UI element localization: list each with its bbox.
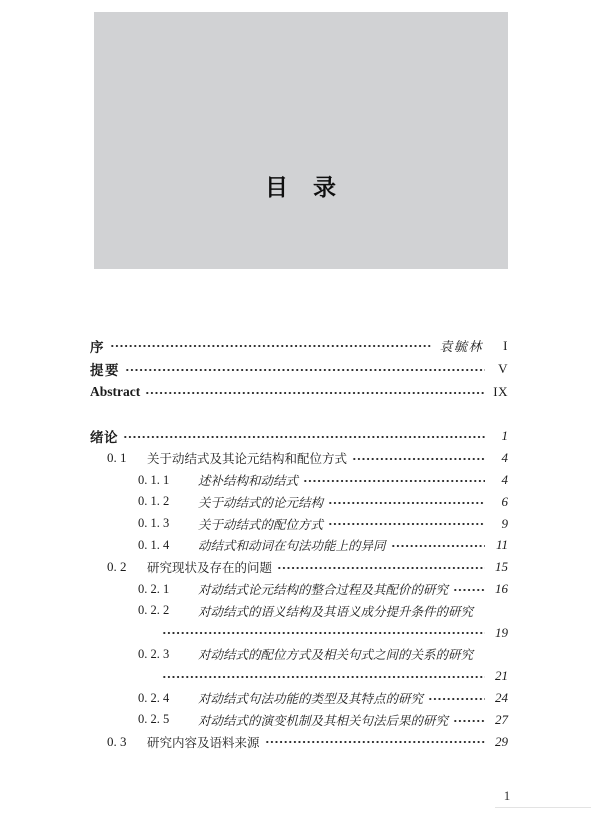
- toc-number: 0. 3: [107, 733, 127, 749]
- dot-leader: [391, 535, 485, 557]
- front-matter-entry: [90, 334, 508, 357]
- page-number: 19: [495, 624, 508, 640]
- toc-entry: [90, 535, 508, 557]
- dot-leader: [125, 357, 485, 380]
- toc-label: 对动结式的语义结构及其语义成分提升条件的研究: [198, 604, 474, 619]
- dot-leader: [110, 334, 432, 357]
- dot-leader: [145, 380, 485, 403]
- footer-rule: [495, 807, 591, 808]
- toc-label: 述补结构和动结式: [198, 474, 299, 489]
- toc-number: 0. 2. 1: [138, 581, 170, 596]
- toc-number: 0. 1: [107, 450, 127, 466]
- toc-label: 关于动结式及其论元结构和配位方式: [147, 452, 348, 467]
- page-number: V: [498, 360, 508, 376]
- dot-leader: [328, 491, 485, 513]
- entry-label: 提要: [90, 362, 120, 378]
- page-number: 4: [501, 472, 508, 488]
- toc-label: 关于动结式的论元结构: [198, 495, 324, 510]
- toc-label: 关于动结式的配位方式: [198, 517, 324, 532]
- toc-number: 0. 2. 3: [138, 646, 170, 661]
- page-number: 4: [501, 450, 508, 466]
- title-banner: [94, 12, 508, 269]
- toc-number: 0. 2. 5: [138, 712, 170, 727]
- page-number: 15: [495, 559, 508, 575]
- entry-author: 袁毓林: [439, 339, 483, 355]
- toc-entry: [90, 687, 508, 709]
- page-number: 11: [495, 537, 508, 553]
- toc-number: 0. 1. 4: [138, 537, 170, 552]
- front-matter-entry: [90, 357, 508, 380]
- page-number: 21: [495, 668, 508, 684]
- page-number: 1: [501, 428, 508, 444]
- page-title: 目 录: [265, 174, 337, 200]
- dot-leader: [162, 622, 485, 644]
- toc-number: 0. 1. 2: [138, 494, 170, 509]
- entry-label: 序: [90, 339, 105, 355]
- toc-entry: [90, 469, 508, 491]
- toc-entry-continuation: [90, 622, 508, 644]
- toc-entry: [90, 709, 508, 731]
- page-number: 6: [501, 493, 508, 509]
- toc-label: 研究内容及语料来源: [147, 735, 260, 750]
- dot-leader: [453, 709, 485, 731]
- front-matter-list: [90, 334, 508, 404]
- toc-entry: [90, 644, 508, 666]
- page-number: 16: [495, 581, 508, 597]
- toc-number: 0. 1. 3: [138, 516, 170, 531]
- dot-leader: [162, 665, 485, 687]
- section-gap: [90, 404, 508, 426]
- toc-number: 0. 2. 4: [138, 690, 170, 705]
- toc-label: 研究现状及存在的问题: [147, 561, 273, 576]
- toc-number: 0. 2: [107, 559, 127, 575]
- toc-label: 对动结式的演变机制及其相关句法后果的研究: [198, 713, 449, 728]
- page-number: IX: [493, 383, 508, 399]
- toc-entry: [90, 731, 508, 753]
- toc-entry: [90, 556, 508, 578]
- dot-leader: [428, 687, 485, 709]
- page-number: I: [503, 337, 508, 353]
- toc-label: 对动结式论元结构的整合过程及其配价的研究: [198, 583, 449, 598]
- footer-page-number: 1: [503, 788, 511, 803]
- dot-leader: [352, 447, 485, 469]
- dot-leader: [265, 731, 485, 753]
- dot-leader: [453, 578, 485, 600]
- toc-entry-continuation: [90, 665, 508, 687]
- toc-content: [90, 334, 508, 753]
- toc-label: 对动结式句法功能的类型及其特点的研究: [198, 692, 424, 707]
- toc-number: 0. 1. 1: [138, 472, 170, 487]
- toc-entry: [90, 491, 508, 513]
- page-number: 24: [495, 690, 508, 706]
- dot-leader: [303, 469, 485, 491]
- toc-label: 动结式和动词在句法功能上的异同: [198, 539, 386, 554]
- toc-entry: [90, 578, 508, 600]
- dot-leader: [123, 426, 485, 448]
- toc-label: 绪论: [90, 430, 118, 446]
- toc-entry: [90, 600, 508, 622]
- dot-leader: [328, 513, 485, 535]
- toc-number: 0. 2. 2: [138, 603, 170, 618]
- entry-label: Abstract: [90, 383, 141, 399]
- front-matter-entry: [90, 380, 508, 403]
- toc-entry: [90, 426, 508, 448]
- toc-entry: [90, 447, 508, 469]
- toc-list: [90, 426, 508, 753]
- page-number: 27: [495, 711, 508, 727]
- page-number: 29: [495, 733, 508, 749]
- page-number: 9: [501, 515, 508, 531]
- toc-label: 对动结式的配位方式及相关句式之间的关系的研究: [198, 648, 474, 663]
- dot-leader: [277, 556, 485, 578]
- toc-entry: [90, 513, 508, 535]
